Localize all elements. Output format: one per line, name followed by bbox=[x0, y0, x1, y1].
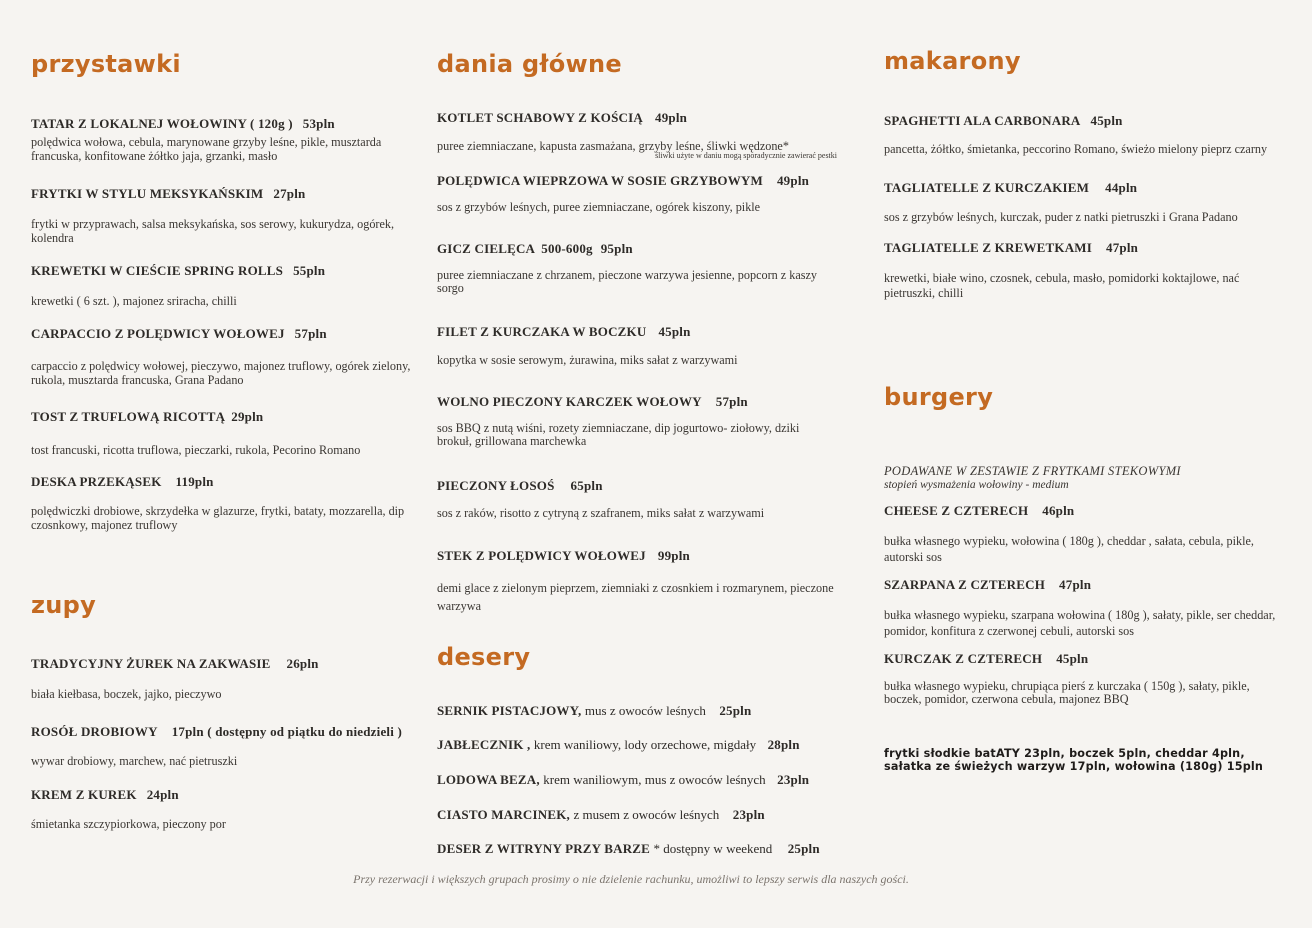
item-name: FRYTKI W STYLU MEKSYKAŃSKIM bbox=[31, 186, 264, 201]
item-name: JABŁECZNIK , bbox=[437, 737, 531, 752]
item-price: 24pln bbox=[146, 787, 179, 802]
item-price: 49pln bbox=[776, 173, 810, 188]
extras-line: sałatka ze świeżych warzyw 17pln, wołowina (180g) 15pln bbox=[884, 760, 1264, 773]
menu-item bbox=[884, 651, 1279, 706]
item-description: śmietanka szczypiorkowa, pieczony por bbox=[31, 817, 226, 831]
item-price: 65pln bbox=[570, 478, 603, 493]
item-price: 49pln bbox=[655, 110, 688, 125]
item-name: SERNIK PISTACJOWY, bbox=[437, 703, 582, 718]
item-description: bułka własnego wypieku, wołowina ( 180g ), cheddar , sałata, cebula, pikle, autorski sos bbox=[884, 534, 1254, 564]
item-description: sos z grzybów leśnych, kurczak, puder z natki pietruszki i Grana Padano bbox=[884, 210, 1238, 224]
menu-item bbox=[31, 787, 416, 831]
item-price: 53pln bbox=[302, 116, 335, 131]
menu-item bbox=[884, 240, 1279, 301]
menu-item bbox=[31, 724, 416, 768]
section-heading-soups: zupy bbox=[31, 591, 97, 619]
menu-item bbox=[884, 577, 1279, 639]
item-description: kopytka w sosie serowym, żurawina, miks sałat z warzywami bbox=[437, 353, 738, 367]
footer-note: Przy rezerwacji i większych grupach prosimy o nie dzielenie rachunku, umożliwi to lepszy serwis dla naszych gości. bbox=[353, 872, 909, 886]
menu-item bbox=[437, 394, 837, 448]
item-price: 25pln bbox=[787, 841, 820, 856]
menu-item bbox=[31, 263, 416, 308]
section-heading-starters: przystawki bbox=[31, 50, 181, 78]
item-description: krem waniliowy, lody orzechowe, migdały bbox=[533, 737, 757, 752]
menu-item bbox=[437, 241, 832, 295]
item-price: 57pln bbox=[715, 394, 748, 409]
menu-item bbox=[31, 656, 416, 701]
item-description: sos z grzybów leśnych, puree ziemniaczane, ogórek kiszony, pikle bbox=[437, 200, 761, 214]
item-price: 55pln bbox=[293, 263, 326, 278]
section-heading-desserts: desery bbox=[437, 643, 531, 671]
item-description: pancetta, żółtko, śmietanka, peccorino Romano, świeżo mielony pieprz czarny bbox=[884, 142, 1268, 156]
item-name: PIECZONY ŁOSOŚ bbox=[437, 478, 555, 493]
item-name: CHEESE Z CZTERECH bbox=[884, 503, 1029, 518]
section-heading-burgers: burgery bbox=[884, 383, 994, 411]
item-name: SPAGHETTI ALA CARBONARA bbox=[884, 113, 1081, 128]
item-price: 46pln bbox=[1042, 503, 1075, 518]
item-name: KREM Z KUREK bbox=[31, 787, 137, 802]
item-price: 45pln bbox=[1056, 651, 1089, 666]
item-name: SZARPANA Z CZTERECH bbox=[884, 577, 1046, 592]
item-name: KREWETKI W CIEŚCIE SPRING ROLLS bbox=[31, 263, 284, 278]
burger-extras bbox=[884, 747, 1284, 773]
item-price: 44pln bbox=[1105, 180, 1138, 195]
item-price: 25pln bbox=[719, 703, 752, 718]
dessert-item bbox=[437, 807, 765, 823]
item-name: ROSÓŁ DROBIOWY bbox=[31, 724, 158, 739]
menu-item bbox=[437, 110, 837, 160]
menu-item bbox=[437, 548, 837, 615]
item-price: 47pln bbox=[1059, 577, 1092, 592]
menu-item bbox=[31, 326, 416, 387]
item-name: KOTLET SCHABOWY Z KOŚCIĄ bbox=[437, 110, 643, 125]
item-price: 45pln bbox=[658, 324, 691, 339]
item-description: bułka własnego wypieku, szarpana wołowina ( 180g ), sałaty, pikle, ser cheddar, pomidor, konfitura z czerwonej cebuli, autorski sos bbox=[884, 608, 1276, 638]
item-price: 99pln bbox=[657, 548, 690, 563]
dessert-item bbox=[437, 737, 800, 753]
item-description: sos BBQ z nutą wiśni, rozety ziemniaczane, dip jogurtowo- ziołowy, dziki brokuł, grillowana marchewka bbox=[437, 421, 800, 448]
item-description: polędwica wołowa, cebula, marynowane grzyby leśne, pikle, musztarda francuska, konfitowane żółtko jaja, grzanki, masło bbox=[31, 135, 382, 163]
item-name: FILET Z KURCZAKA W BOCZKU bbox=[437, 324, 647, 339]
item-price: 23pln bbox=[732, 807, 765, 822]
menu-item bbox=[437, 478, 837, 520]
burgers-subhead-note: stopień wysmażenia wołowiny - medium bbox=[884, 479, 1069, 491]
menu-item bbox=[31, 409, 416, 457]
item-name: CARPACCIO Z POLĘDWICY WOŁOWEJ bbox=[31, 326, 285, 341]
item-description: biała kiełbasa, boczek, jajko, pieczywo bbox=[31, 687, 222, 701]
item-price: 95pln bbox=[600, 241, 633, 256]
menu-item bbox=[437, 324, 837, 367]
item-name: POLĘDWICA WIEPRZOWA W SOSIE GRZYBOWYM bbox=[437, 173, 763, 188]
dessert-item bbox=[437, 841, 820, 857]
item-description: puree ziemniaczane z chrzanem, pieczone warzywa jesienne, popcorn z kaszy sorgo bbox=[437, 268, 817, 295]
item-description: carpaccio z polędwicy wołowej, pieczywo, majonez truflowy, ogórek zielony, rukola, musztarda francuska, Grana Padano bbox=[31, 359, 411, 387]
menu-item bbox=[884, 113, 1279, 156]
item-name: TAGLIATELLE Z KREWETKAMI bbox=[884, 240, 1093, 255]
menu-item bbox=[884, 180, 1279, 224]
item-name: DESER Z WITRYNY PRZY BARZE bbox=[437, 841, 651, 856]
item-price: 29pln bbox=[231, 409, 264, 424]
item-name: TATAR Z LOKALNEJ WOŁOWINY ( 120g ) bbox=[31, 116, 293, 131]
menu-item bbox=[31, 186, 401, 245]
menu-item bbox=[437, 173, 837, 214]
item-description: wywar drobiowy, marchew, nać pietruszki bbox=[31, 754, 238, 768]
item-price: 45pln bbox=[1090, 113, 1123, 128]
item-price: 119pln bbox=[175, 474, 214, 489]
extras-line: frytki słodkie batATY 23pln, boczek 5pln, cheddar 4pln, bbox=[884, 747, 1245, 760]
menu-item bbox=[884, 503, 1279, 565]
item-description: demi glace z zielonym pieprzem, ziemniaki z czosnkiem i rozmarynem, pieczone warzywa bbox=[437, 581, 834, 613]
dessert-item bbox=[437, 703, 751, 719]
item-name: STEK Z POLĘDWICY WOŁOWEJ bbox=[437, 548, 646, 563]
item-description: bułka własnego wypieku, chrupiąca pierś z kurczaka ( 150g ), sałaty, pikle, boczek, pomidor, czerwona cebula, majonez BBQ bbox=[884, 679, 1250, 706]
item-description: sos z raków, risotto z cytryną z szafranem, miks sałat z warzywami bbox=[437, 506, 765, 520]
item-price: 27pln bbox=[273, 186, 306, 201]
item-name: LODOWA BEZA, bbox=[437, 772, 540, 787]
item-price: 23pln bbox=[777, 772, 810, 787]
item-description: z musem z owoców leśnych bbox=[573, 807, 720, 822]
item-description: puree ziemniaczane, kapusta zasmażana, grzyby leśne, śliwki wędzone* bbox=[437, 139, 789, 153]
item-price: 17pln ( dostępny od piątku do niedzieli ) bbox=[171, 724, 403, 739]
burgers-subhead-text: PODAWANE W ZESTAWIE Z FRYTKAMI STEKOWYMI bbox=[884, 464, 1181, 478]
menu-item bbox=[31, 474, 416, 532]
item-description: polędwiczki drobiowe, skrzydełka w glazurze, frytki, bataty, mozzarella, dip czosnkowy, majonez truflowy bbox=[31, 504, 405, 532]
section-heading-pasta: makarony bbox=[884, 47, 1021, 75]
dessert-item bbox=[437, 772, 809, 788]
item-price: 47pln bbox=[1106, 240, 1139, 255]
item-name: KURCZAK Z CZTERECH bbox=[884, 651, 1043, 666]
item-price: 57pln bbox=[294, 326, 327, 341]
item-name: CIASTO MARCINEK, bbox=[437, 807, 570, 822]
item-price: 26pln bbox=[286, 656, 319, 671]
item-description: krewetki, białe wino, czosnek, cebula, masło, pomidorki koktajlowe, nać pietruszki, chilli bbox=[884, 271, 1240, 300]
burgers-subhead bbox=[884, 464, 1279, 492]
item-description: * dostępny w weekend bbox=[653, 841, 773, 856]
item-name: TAGLIATELLE Z KURCZAKIEM bbox=[884, 180, 1090, 195]
item-price: 28pln bbox=[767, 737, 800, 752]
menu-item bbox=[31, 116, 416, 163]
item-name: DESKA PRZEKĄSEK bbox=[31, 474, 162, 489]
item-note: śliwki użyte w daniu mogą sporadycznie zawierać pestki bbox=[655, 151, 837, 160]
item-description: tost francuski, ricotta truflowa, pieczarki, rukola, Pecorino Romano bbox=[31, 443, 361, 457]
item-name: GICZ CIELĘCA 500-600g bbox=[437, 241, 593, 256]
item-name: TRADYCYJNY ŻUREK NA ZAKWASIE bbox=[31, 656, 271, 671]
item-name: TOST Z TRUFLOWĄ RICOTTĄ bbox=[31, 409, 226, 424]
item-name: WOLNO PIECZONY KARCZEK WOŁOWY bbox=[437, 394, 702, 409]
item-description: mus z owoców leśnych bbox=[584, 703, 706, 718]
item-description: frytki w przyprawach, salsa meksykańska, sos serowy, kukurydza, ogórek, kolendra bbox=[31, 217, 395, 245]
item-description: krem waniliowym, mus z owoców leśnych bbox=[543, 772, 766, 787]
item-description: krewetki ( 6 szt. ), majonez sriracha, chilli bbox=[31, 294, 237, 308]
section-heading-mains: dania główne bbox=[437, 50, 622, 78]
